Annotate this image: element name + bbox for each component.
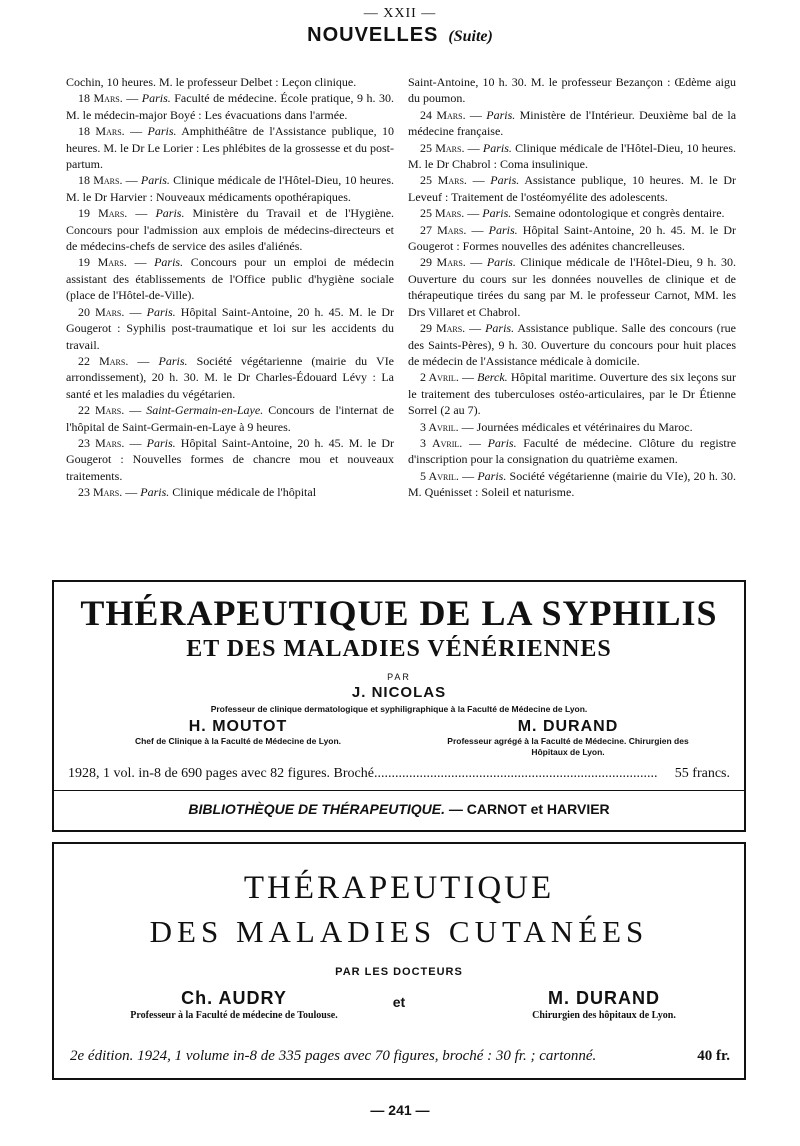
entry-date: 3 Avril. bbox=[420, 419, 459, 434]
news-entry: 18 Mars. — Paris. Faculté de médecine. École pratique, 9 h. 30. M. le médecin-major Boyé : Les évacuations dans l'armée. bbox=[66, 91, 394, 122]
advert-par: PAR bbox=[387, 672, 411, 682]
advert-coauthor-1 bbox=[108, 718, 368, 747]
coauthor-1-desc: Chef de Clinique à la Faculté de Médecine de Lyon. bbox=[134, 736, 342, 746]
advert-author-desc: Professeur de clinique dermatologique et syphiligraphique à la Faculté de Médecine de Lyon. bbox=[210, 704, 588, 714]
news-entry: 18 Mars. — Paris. Clinique médicale de l'Hôtel-Dieu, 10 heures. M. le Dr Harvier : Nouveaux médicaments opothérapiques. bbox=[66, 173, 395, 204]
entry-text: Amphithéâtre de l'Assistance publique, 10 heures. M. le Dr Le Lorier : Les phlébites de la grossesse et du post-partum. bbox=[66, 124, 395, 172]
entry-date: 5 Avril. bbox=[420, 468, 459, 483]
advert-title-line2: ET DES MALADIES VÉNÉRIENNES bbox=[186, 636, 612, 662]
page-number-roman: — XXII — bbox=[363, 6, 437, 21]
entry-date: 25 Mars. bbox=[420, 140, 465, 155]
news-entry: 23 Mars. — Paris. Clinique médicale de l'hôpital bbox=[78, 485, 317, 500]
entry-text: Saint-Antoine, 10 h. 30. M. le professeur Bezançon : Œdème aigu du poumon. bbox=[408, 75, 736, 106]
news-entry: 25 Mars. — Paris. Semaine odontologique et congrès dentaire. bbox=[420, 206, 725, 221]
entry-text: Société végétarienne (mairie du VIe), 20 h. 30. M. Quénisset : Soleil et naturisme. bbox=[408, 468, 736, 500]
entry-text: Faculté de médecine. Clôture du registre d'inscription pour la consignation du quatrième examen. bbox=[408, 435, 736, 467]
advert-syphilis-body bbox=[54, 582, 744, 791]
entry-date: 25 Mars. bbox=[420, 173, 467, 188]
entry-place: Paris. bbox=[485, 321, 515, 336]
entry-place: Paris. bbox=[146, 304, 176, 319]
advert-series bbox=[54, 801, 744, 817]
entry-text: Hôpital Saint-Antoine, 20 h. 45. M. le Dr Gougerot : Syphilis post-traumatique et loi sur les accidents du travail. bbox=[66, 304, 395, 352]
news-entry: 2 Avril. — Berck. Hôpital maritime. Ouverture des six leçons sur le traitement des tuberculoses ostéo-articulaires, par le Dr Étienne Sorrel (2 au 7). bbox=[408, 370, 736, 418]
entry-place: Paris. bbox=[477, 468, 507, 483]
advert-cutaneous-book bbox=[52, 842, 746, 1080]
entry-place: Paris. bbox=[158, 353, 188, 368]
entry-text: Ministère du Travail et de l'Hygiène. Concours pour l'admission aux emplois de médecins-directeurs et de médecins-chefs de service des asiles d'aliénés. bbox=[66, 206, 395, 254]
entry-text: Hôpital Saint-Antoine, 20 h. 45. M. le Dr Gougerot : Nouvelles formes de chancre mou et nouveaux traitements. bbox=[66, 435, 395, 483]
news-entry bbox=[408, 74, 736, 107]
entry-place: Paris. bbox=[482, 140, 512, 155]
author-1-desc: Professeur à la Faculté de médecine de Toulouse. bbox=[130, 1010, 338, 1021]
entry-place: Paris. bbox=[154, 255, 184, 270]
advert-title-line1: THÉRAPEUTIQUE DE LA SYPHILIS bbox=[80, 593, 718, 633]
series-editors: — CARNOT et HARVIER bbox=[445, 801, 610, 817]
entry-date: 2 Avril. bbox=[420, 370, 459, 385]
entry-text: Hôpital maritime. Ouverture des six leçons sur le traitement des tuberculoses ostéo-articulaires, par le Dr Étienne Sorrel (2 au 7). bbox=[408, 370, 736, 418]
entry-place: Saint-Germain-en-Laye. bbox=[146, 403, 264, 418]
entry-date: 23 Mars. bbox=[78, 485, 123, 500]
advert2-et: et bbox=[392, 994, 406, 1010]
entry-place: Paris. bbox=[486, 255, 516, 270]
entry-date: 19 Mars. bbox=[78, 255, 127, 270]
news-entry bbox=[66, 74, 394, 90]
advert-author: J. NICOLAS bbox=[351, 684, 447, 701]
news-entry: 5 Avril. — Paris. Société végétarienne (mairie du VIe), 20 h. 30. M. Quénisset : Soleil et naturisme. bbox=[408, 468, 736, 500]
advert2-publication-info bbox=[70, 1048, 730, 1065]
publication-details: 1928, 1 vol. in-8 de 690 pages avec 82 figures. Broché................................................................................. bbox=[68, 766, 658, 781]
entry-text: Concours pour un emploi de médecin assistant des établissements de l'Office public d'hygiène sociale (place de l'Hôtel-de-Ville). bbox=[66, 255, 395, 303]
entry-date: 18 Mars. bbox=[78, 173, 123, 188]
entry-place: Paris. bbox=[146, 435, 176, 450]
entry-text: Journées médicales et vétérinaires du Maroc. bbox=[476, 419, 693, 434]
entry-place: Paris. bbox=[140, 485, 170, 500]
section-title-main: NOUVELLES bbox=[307, 24, 439, 46]
news-entry: 19 Mars. — Paris. Concours pour un emploi de médecin assistant des établissements de l'Office public d'hygiène sociale (place de l'Hôtel-de-Ville). bbox=[66, 255, 395, 303]
entry-text: Assistance publique, 10 heures. M. le Dr Leveuf : Traitement de l'ostéomyélite des adolescents. bbox=[408, 173, 736, 204]
author-2-desc: Chirurgien des hôpitaux de Lyon. bbox=[532, 1010, 676, 1021]
entry-text: Clinique médicale de l'Hôtel-Dieu, 9 h. 30. Ouverture du cours sur les données nouvelles de clinique et de thérapeutique tirées du sang par M. le professeur Carnot, MM. les Drs Villaret et Chabrol. bbox=[408, 255, 736, 319]
entry-place: Paris. bbox=[487, 435, 517, 450]
entry-text: Semaine odontologique et congrès dentaire. bbox=[514, 206, 725, 221]
entry-date: 22 Mars. bbox=[78, 403, 125, 418]
publication-price: 55 francs. bbox=[671, 766, 730, 782]
publication2-details: 2e édition. 1924, 1 volume in-8 de 335 pages avec 70 figures, broché : 30 fr. ; cartonné. bbox=[70, 1048, 597, 1064]
news-entry: 29 Mars. — Paris. Clinique médicale de l'Hôtel-Dieu, 9 h. 30. Ouverture du cours sur les données nouvelles de clinique et de thérapeutique tirées du sang par M. le professeur Carnot, MM. les Drs Villaret et Chabrol. bbox=[408, 255, 736, 319]
news-entry: 19 Mars. — Paris. Ministère du Travail et de l'Hygiène. Concours pour l'admission aux emplois de médecins-directeurs et de médecins-chefs de service des asiles d'aliénés. bbox=[66, 206, 395, 254]
entry-date: 24 Mars. bbox=[420, 107, 466, 122]
entry-text: Concours de l'internat de l'hôpital de Saint-Germain-en-Laye à 9 heures. bbox=[66, 403, 395, 434]
entry-date: 23 Mars. bbox=[78, 435, 125, 450]
entry-text: Assistance publique. Salle des concours (rue des Saints-Pères), 9 h. 30. Ouverture du concours pour huit places de médecin de l'Assistance médicale à domicile. bbox=[408, 321, 736, 368]
entry-date: 19 Mars. bbox=[78, 206, 128, 221]
advert2-author-2 bbox=[474, 988, 734, 1022]
series-name: BIBLIOTHÈQUE DE THÉRAPEUTIQUE. bbox=[188, 801, 446, 817]
entry-place: Paris. bbox=[486, 107, 516, 122]
author-1-name: Ch. AUDRY bbox=[181, 988, 287, 1008]
news-column-left bbox=[66, 74, 394, 501]
entry-text: Clinique médicale de l'Hôtel-Dieu, 10 heures. M. le Dr Harvier : Nouveaux médicaments opothérapiques. bbox=[66, 173, 395, 204]
coauthor-1-name: H. MOUTOT bbox=[188, 718, 288, 735]
news-entry: 22 Mars. — Saint-Germain-en-Laye. Concours de l'internat de l'hôpital de Saint-Germain-en-Laye à 9 heures. bbox=[66, 403, 395, 434]
entry-text: Société végétarienne (mairie du VIe arrondissement), 20 h. 30. M. le Dr Charles-Édouard Lévy : La santé et les maladies du végétarien. bbox=[66, 353, 395, 401]
news-entry: 23 Mars. — Paris. Hôpital Saint-Antoine, 20 h. 45. M. le Dr Gougerot : Nouvelles formes de chancre mou et nouveaux traitements. bbox=[66, 435, 395, 483]
entry-date: 29 Mars. bbox=[420, 321, 466, 336]
entry-text: Cochin, 10 heures. M. le professeur Delbet : Leçon clinique. bbox=[66, 75, 357, 89]
coauthor-2-desc: Professeur agrégé à la Faculté de Médecine. Chirurgien des Hôpitaux de Lyon. bbox=[447, 736, 689, 757]
entry-date: 20 Mars. bbox=[78, 304, 125, 319]
entry-text: Faculté de médecine. École pratique, 9 h. 30. M. le médecin-major Boyé : Les évacuations dans l'armée. bbox=[66, 91, 394, 122]
entry-place: Paris. bbox=[488, 222, 518, 237]
news-entry: 3 Avril. — Paris. Faculté de médecine. Clôture du registre d'inscription pour la consignation du quatrième examen. bbox=[408, 435, 736, 467]
section-title bbox=[0, 24, 800, 47]
entry-text: Hôpital Saint-Antoine, 20 h. 45. M. le Dr Gougerot : Formes nouvelles des adénites chancrelleuses. bbox=[408, 222, 736, 254]
entry-text: Clinique médicale de l'Hôtel-Dieu, 10 heures. M. le Dr Chabrol : Coma insulinique. bbox=[408, 140, 736, 172]
publication2-price: 40 fr. bbox=[697, 1048, 730, 1064]
advert-publication-info bbox=[68, 766, 730, 782]
entry-date: 18 Mars. bbox=[78, 124, 125, 139]
news-entry: 3 Avril. — Journées médicales et vétérinaires du Maroc. bbox=[420, 419, 693, 434]
advert2-par: PAR LES DOCTEURS bbox=[335, 966, 463, 978]
entry-place: Paris. bbox=[141, 91, 171, 106]
entry-place: Paris. bbox=[482, 206, 512, 221]
news-entry: 18 Mars. — Paris. Amphithéâtre de l'Assistance publique, 10 heures. M. le Dr Le Lorier : Les phlébites de la grossesse et du post-partum. bbox=[66, 124, 395, 172]
entry-text: Ministère de l'Intérieur. Deuxième bal de la médecine française. bbox=[408, 107, 736, 139]
entry-place: Paris. bbox=[140, 173, 170, 188]
entry-place: Paris. bbox=[147, 124, 177, 139]
entry-place: Paris. bbox=[490, 173, 520, 188]
entry-date: 3 Avril. bbox=[420, 435, 463, 450]
coauthor-2-name: M. DURAND bbox=[517, 718, 619, 735]
news-entry: 27 Mars. — Paris. Hôpital Saint-Antoine, 20 h. 45. M. le Dr Gougerot : Formes nouvelles des adénites chancrelleuses. bbox=[408, 222, 736, 254]
news-entry: 25 Mars. — Paris. Clinique médicale de l'Hôtel-Dieu, 10 heures. M. le Dr Chabrol : Coma insulinique. bbox=[408, 140, 736, 172]
advert2-title-line1: THÉRAPEUTIQUE bbox=[243, 870, 555, 906]
entry-date: 22 Mars. bbox=[78, 353, 129, 368]
news-columns bbox=[66, 74, 736, 572]
news-entry: 20 Mars. — Paris. Hôpital Saint-Antoine, 20 h. 45. M. le Dr Gougerot : Syphilis post-traumatique et loi sur les accidents du travail. bbox=[66, 304, 395, 352]
news-entry: 22 Mars. — Paris. Société végétarienne (mairie du VIe arrondissement), 20 h. 30. M. le Dr Charles-Édouard Lévy : La santé et les maladies du végétarien. bbox=[66, 353, 395, 401]
news-entry: 24 Mars. — Paris. Ministère de l'Intérieur. Deuxième bal de la médecine française. bbox=[408, 107, 736, 139]
advert2-title-line2: DES MALADIES CUTANÉES bbox=[149, 914, 649, 949]
entry-date: 29 Mars. bbox=[420, 255, 466, 270]
advert-syphilis-book bbox=[52, 580, 746, 832]
entry-date: 18 Mars. bbox=[78, 91, 123, 106]
news-column-right bbox=[408, 74, 736, 501]
news-entry: 29 Mars. — Paris. Assistance publique. Salle des concours (rue des Saints-Pères), 9 h. 30. Ouverture du concours pour huit places de médecin de l'Assistance médicale à domicile. bbox=[408, 321, 736, 368]
section-title-suite: (Suite) bbox=[448, 28, 493, 45]
news-entry: 25 Mars. — Paris. Assistance publique, 10 heures. M. le Dr Leveuf : Traitement de l'ostéomyélite des adolescents. bbox=[408, 173, 736, 204]
page-number: — 241 — bbox=[370, 1102, 430, 1118]
author-2-name: M. DURAND bbox=[548, 988, 660, 1008]
advert-coauthor-2 bbox=[438, 718, 698, 758]
entry-date: 25 Mars. bbox=[420, 206, 465, 221]
entry-place: Berck. bbox=[477, 370, 508, 385]
entry-text: Clinique médicale de l'hôpital bbox=[172, 485, 317, 500]
entry-place: Paris. bbox=[155, 206, 185, 221]
entry-date: 27 Mars. bbox=[420, 222, 467, 237]
